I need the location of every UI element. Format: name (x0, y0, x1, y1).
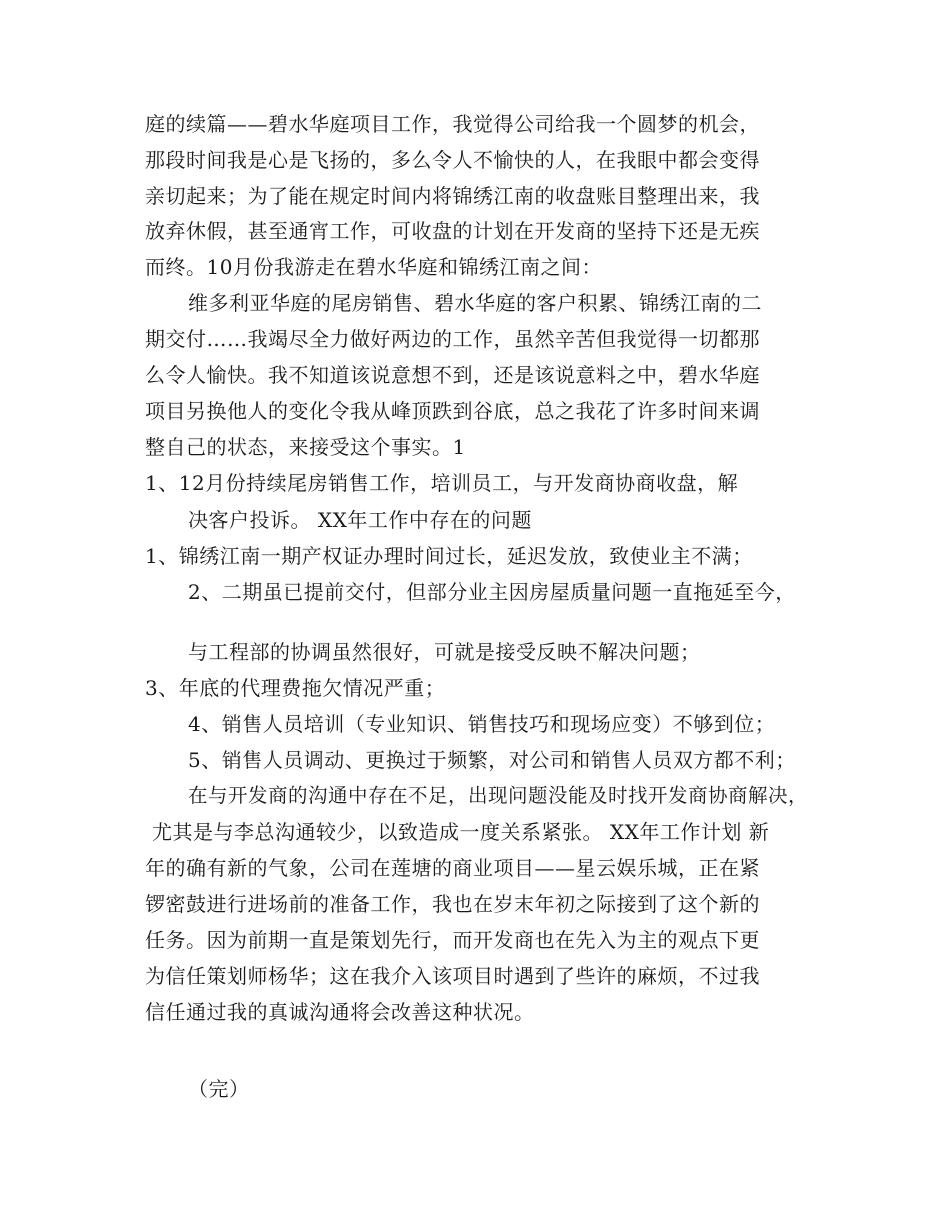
text-line: 信任通过我的真诚沟通将会改善这种状况。 (145, 1000, 535, 1024)
text-line: 年的确有新的气象，公司在莲塘的商业项目——星云娱乐城，正在紧 (145, 856, 760, 880)
text-line: 与工程部的协调虽然很好，可就是接受反映不解决问题； (188, 640, 701, 664)
text-line: 尤其是与李总沟通较少，以致造成一度关系紧张。 XX年工作计划 新 (152, 820, 770, 844)
text-line: 1、锦绣江南一期产权证办理时间过长，延迟发放，致使业主不满； (145, 544, 753, 568)
text-line: 维多利亚华庭的尾房销售、碧水华庭的客户积累、锦绣江南的二 (188, 291, 762, 315)
text-line: 项目另换他人的变化令我从峰顶跌到谷底，总之我花了许多时间来调 (145, 399, 760, 423)
text-line: 而终。10月份我游走在碧水华庭和锦绣江南之间： (145, 255, 602, 279)
text-line: 整自己的状态，来接受这个事实。1 (145, 435, 466, 459)
closing-mark: （完） (188, 1077, 250, 1101)
text-line: 庭的续篇——碧水华庭项目工作，我觉得公司给我一个圆梦的机会， (145, 112, 760, 136)
text-line: 任务。因为前期一直是策划先行，而开发商也在先入为主的观点下更 (145, 928, 760, 952)
text-line: 3、年底的代理费拖欠情况严重； (145, 676, 446, 700)
text-line: 在与开发商的沟通中存在不足，出现问题没能及时找开发商协商解决， (188, 784, 809, 807)
text-line: 5、销售人员调动、更换过于频繁，对公司和销售人员双方都不利； (188, 748, 796, 772)
text-line: 么令人愉快。我不知道该说意想不到，还是该说意料之中，碧水华庭 (145, 363, 760, 387)
text-line: 期交付……我竭尽全力做好两边的工作，虽然辛苦但我觉得一切都那 (145, 327, 760, 351)
text-line: 放弃休假，甚至通宵工作，可收盘的计划在开发商的坚持下还是无疾 (145, 219, 760, 243)
text-line: 1、12月份持续尾房销售工作，培训员工，与开发商协商收盘，解 (145, 471, 739, 495)
text-line: 4、销售人员培训（专业知识、销售技巧和现场应变）不够到位； (188, 712, 776, 736)
text-line: 2、二期虽已提前交付，但部分业主因房屋质量问题一直拖延至今， (188, 580, 796, 604)
text-line: 为信任策划师杨华；这在我介入该项目时遇到了些许的麻烦，不过我 (145, 964, 760, 988)
text-line: 亲切起来；为了能在规定时间内将锦绣江南的收盘账目整理出来，我 (145, 184, 760, 208)
text-line: 那段时间我是心是飞扬的，多么令人不愉快的人，在我眼中都会变得 (145, 148, 760, 172)
text-line: 锣密鼓进行进场前的准备工作，我也在岁末年初之际接到了这个新的 (145, 892, 760, 916)
text-line: 决客户投诉。 XX年工作中存在的问题 (188, 508, 532, 532)
